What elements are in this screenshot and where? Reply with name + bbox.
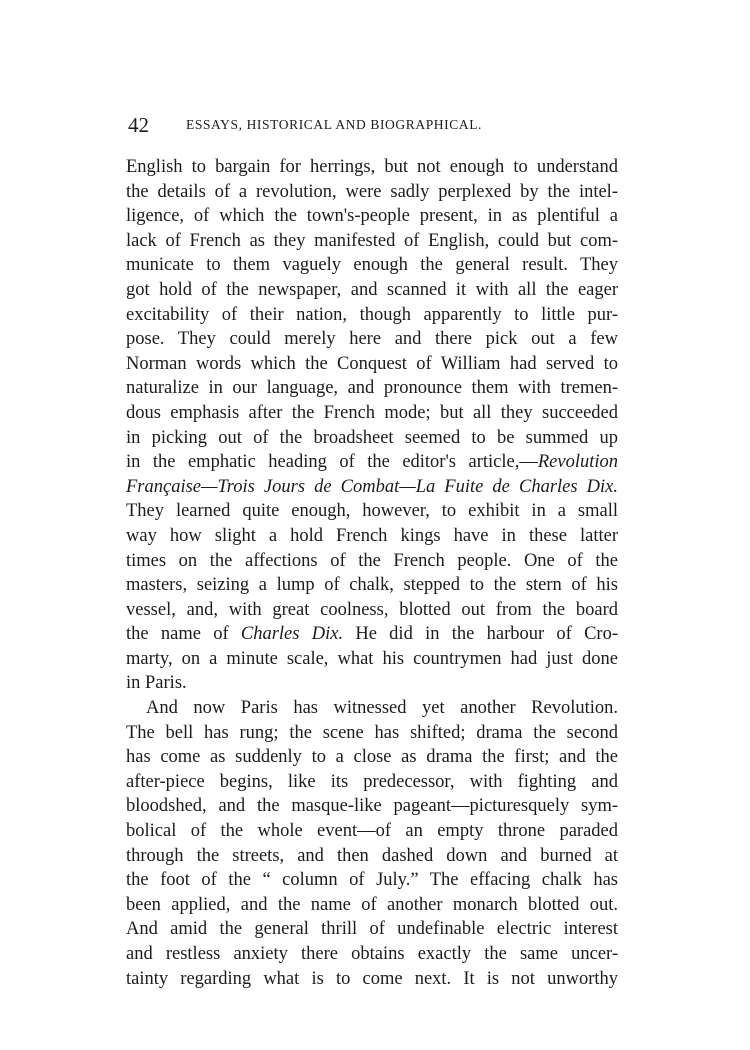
text-line bbox=[126, 303, 618, 328]
text-segment: And amid the general thrill of undefinable electric interest bbox=[126, 919, 618, 940]
text-segment: has come as suddenly to a close as drama the first; and the bbox=[126, 747, 618, 768]
text-segment: English to bargain for herrings, but not enough to understand bbox=[126, 157, 618, 177]
text-segment: municate to them vaguely enough the general result. They bbox=[126, 255, 618, 276]
text-segment: pose. They could merely here and there pick out a few bbox=[126, 329, 618, 350]
text-line bbox=[126, 450, 618, 475]
text-line bbox=[126, 549, 618, 574]
text-segment: the foot of the “ column of July.” The effacing chalk has bbox=[126, 870, 618, 891]
text-segment: in the emphatic heading of the editor's article,— bbox=[126, 452, 538, 473]
text-line bbox=[126, 253, 618, 278]
text-segment: in Paris. bbox=[126, 673, 187, 694]
text-line bbox=[126, 327, 618, 352]
text-line bbox=[126, 622, 618, 647]
text-line bbox=[126, 598, 618, 623]
text-line bbox=[126, 844, 618, 869]
text-line bbox=[126, 499, 618, 524]
text-line bbox=[126, 721, 618, 746]
text-segment: ligence, of which the town's-people present, in as plentiful a bbox=[126, 206, 618, 227]
text-segment: lack of French as they manifested of English, could but com- bbox=[126, 230, 618, 251]
text-segment: And now Paris has witnessed yet another Revolution. bbox=[146, 698, 618, 719]
text-line bbox=[126, 868, 618, 893]
body-text bbox=[126, 155, 618, 991]
text-line bbox=[126, 376, 618, 401]
text-line bbox=[126, 204, 618, 229]
text-segment: the details of a revolution, were sadly perplexed by the intel- bbox=[126, 181, 618, 202]
text-line bbox=[126, 819, 618, 844]
text-segment: naturalize in our language, and pronounce them with tremen- bbox=[126, 378, 618, 399]
text-line bbox=[126, 671, 618, 696]
italic-phrase: Revolution bbox=[537, 452, 618, 473]
text-segment: excitability of their nation, though apparently to little pur- bbox=[126, 304, 618, 325]
text-line bbox=[126, 573, 618, 598]
text-segment: He did in the harbour of Cro- bbox=[343, 624, 618, 645]
text-line bbox=[126, 893, 618, 918]
text-line bbox=[126, 426, 618, 451]
text-segment: been applied, and the name of another monarch blotted out. bbox=[126, 894, 618, 915]
text-line bbox=[126, 229, 618, 254]
text-line bbox=[126, 770, 618, 795]
text-line bbox=[126, 401, 618, 426]
text-segment: bolical of the whole event—of an empty throne paraded bbox=[126, 821, 618, 842]
text-segment: tainty regarding what is to come next. It is not unworthy bbox=[126, 968, 618, 989]
text-segment: Norman words which the Conquest of William had served to bbox=[126, 353, 618, 374]
text-line bbox=[126, 794, 618, 819]
text-segment: The bell has rung; the scene has shifted; drama the second bbox=[126, 722, 618, 743]
text-line bbox=[126, 917, 618, 942]
text-line bbox=[126, 967, 618, 992]
text-segment: the name of bbox=[126, 624, 241, 645]
text-segment: way how slight a hold French kings have in these latter bbox=[126, 525, 618, 546]
text-line bbox=[126, 475, 618, 500]
text-line bbox=[126, 352, 618, 377]
running-title: ESSAYS, HISTORICAL AND BIOGRAPHICAL. bbox=[186, 117, 483, 132]
text-line bbox=[126, 278, 618, 303]
page-number: 42 bbox=[128, 113, 149, 137]
text-segment: through the streets, and then dashed down and burned at bbox=[126, 845, 618, 866]
text-segment: dous emphasis after the French mode; but all they succeeded bbox=[126, 402, 618, 423]
italic-phrase: Française—Trois Jours de Combat—La Fuite de Charles Dix. bbox=[126, 476, 618, 497]
text-segment: bloodshed, and the masque-like pageant—picturesquely sym- bbox=[126, 796, 618, 817]
text-segment: masters, seizing a lump of chalk, stepped to the stern of his bbox=[126, 575, 618, 596]
text-segment: marty, on a minute scale, what his countrymen had just done bbox=[126, 648, 618, 669]
text-line bbox=[126, 745, 618, 770]
text-segment: in picking out of the broadsheet seemed to be summed up bbox=[126, 427, 618, 448]
text-line bbox=[126, 696, 618, 721]
text-segment: times on the affections of the French people. One of the bbox=[126, 550, 618, 571]
text-segment: vessel, and, with great coolness, blotted out from the board bbox=[126, 599, 618, 620]
italic-phrase: Charles Dix. bbox=[240, 624, 344, 645]
text-line bbox=[126, 155, 618, 180]
text-line bbox=[126, 647, 618, 672]
text-segment: and restless anxiety there obtains exactly the same uncer- bbox=[126, 944, 618, 964]
text-segment: got hold of the newspaper, and scanned it with all the eager bbox=[126, 279, 618, 300]
text-line bbox=[126, 180, 618, 205]
text-line bbox=[126, 524, 618, 549]
text-segment: after-piece begins, like its predecessor, with fighting and bbox=[126, 771, 618, 792]
running-head bbox=[128, 112, 618, 138]
text-segment: They learned quite enough, however, to exhibit in a small bbox=[126, 501, 618, 522]
text-line bbox=[126, 942, 618, 967]
